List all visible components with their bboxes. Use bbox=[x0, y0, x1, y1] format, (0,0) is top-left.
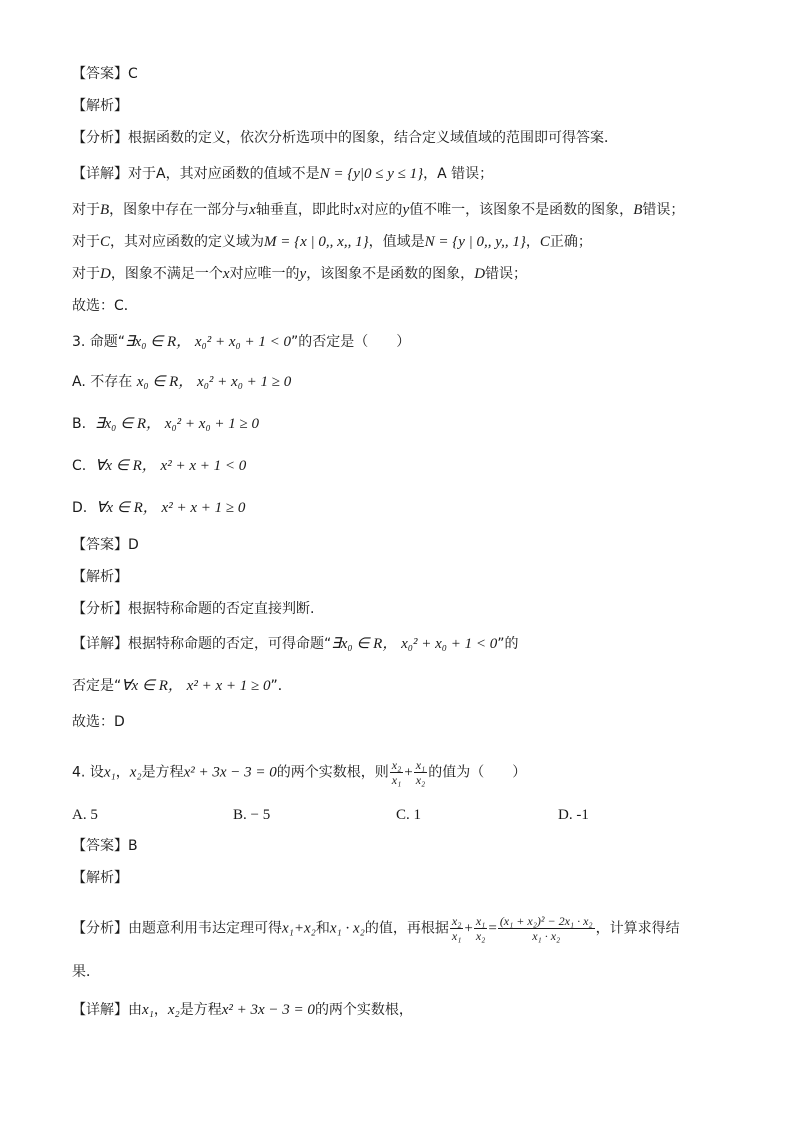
text: 对于 bbox=[72, 266, 100, 282]
formula: x² + 3x − 3 = 0 bbox=[221, 1002, 315, 1018]
text: ，图象不满足一个 bbox=[110, 266, 223, 282]
denominator: x₁ · x₂ bbox=[532, 929, 561, 943]
q3-answer: 【答案】D bbox=[72, 537, 139, 553]
formula: x₀ ∈ R， x₀² + x₀ + 1 ≥ 0 bbox=[136, 374, 292, 390]
text: 的两个实数根，则 bbox=[276, 764, 389, 781]
q2-xiangjie-a bbox=[72, 164, 493, 184]
formula: ∃x₀ ∈ R， x₀² + x₀ + 1 < 0 bbox=[125, 334, 292, 350]
option-label: D. bbox=[72, 500, 88, 516]
fraction bbox=[414, 758, 428, 787]
text: 轴垂直，即此时 bbox=[255, 202, 354, 218]
numerator: x₂ bbox=[391, 758, 402, 772]
q3-xiangjie bbox=[72, 634, 518, 654]
text: 对应唯一的 bbox=[229, 266, 300, 282]
q2-fenxi: 【分析】根据函数的定义，依次分析选项中的图象，结合定义域值域的范围即可得答案． bbox=[72, 130, 618, 146]
formula: x² + 3x − 3 = 0 bbox=[183, 764, 277, 781]
q4-option-a: A. 5 bbox=[72, 807, 98, 823]
text: 值不唯一，该图象不是函数的图象， bbox=[409, 202, 634, 218]
q4-option-d: D. -1 bbox=[558, 807, 589, 823]
q4-fenxi-end: 果． bbox=[72, 964, 100, 980]
text: 否定是“ bbox=[72, 678, 122, 694]
formula: N = {y|0 ≤ y ≤ 1} bbox=[319, 166, 424, 182]
operator: = bbox=[488, 920, 497, 937]
numerator: x₁ bbox=[475, 914, 486, 928]
fraction bbox=[474, 914, 488, 943]
text: 的两个实数根， bbox=[314, 1002, 413, 1018]
text: 【详解】对于A，其对应函数的值域不是 bbox=[72, 166, 320, 182]
var: x₂ bbox=[129, 764, 142, 781]
formula: x₁+x₂ bbox=[282, 920, 316, 937]
text: 错误； bbox=[642, 202, 685, 218]
formula: ∀x ∈ R， x² + x + 1 ≥ 0 bbox=[96, 500, 246, 516]
fraction bbox=[450, 914, 464, 943]
q2-xiangjie-b bbox=[72, 200, 684, 220]
q2-choose: 故选：C． bbox=[72, 298, 138, 314]
denominator: x₂ bbox=[415, 773, 426, 787]
option-label: B. bbox=[72, 416, 87, 432]
fraction bbox=[498, 914, 595, 943]
text: 是方程 bbox=[141, 764, 184, 781]
text: 对于 bbox=[72, 202, 100, 218]
text: ”． bbox=[270, 678, 292, 694]
formula: ∀x ∈ R， x² + x + 1 < 0 bbox=[95, 458, 247, 474]
q4-option-b: B. − 5 bbox=[233, 807, 271, 823]
q4-xiangjie bbox=[72, 1000, 413, 1020]
text: ，图象中存在一部分与 bbox=[109, 202, 250, 218]
text: ，该图象不是函数的图象， bbox=[306, 266, 475, 282]
fraction bbox=[390, 758, 404, 787]
text: ， bbox=[525, 234, 540, 250]
text: 对于 bbox=[72, 234, 100, 250]
text: 的值，再根据 bbox=[364, 920, 449, 937]
q2-analysis-heading: 【解析】 bbox=[72, 98, 128, 114]
text: 是方程 bbox=[179, 1002, 222, 1018]
option-label: C. bbox=[72, 458, 87, 474]
var: x₂ bbox=[167, 1002, 180, 1018]
text: ， bbox=[153, 1002, 168, 1018]
q3-analysis-heading: 【解析】 bbox=[72, 569, 128, 585]
text: ，A 错误； bbox=[423, 166, 494, 182]
numerator: x₂ bbox=[451, 914, 462, 928]
numerator: x₁ bbox=[415, 758, 426, 772]
var: D bbox=[100, 266, 111, 282]
text: ， bbox=[115, 764, 130, 781]
var: x bbox=[353, 202, 361, 218]
var: D bbox=[474, 266, 486, 282]
var: C bbox=[100, 234, 111, 250]
formula: ∀x ∈ R， x² + x + 1 ≥ 0 bbox=[121, 678, 271, 694]
text: ”的 bbox=[497, 636, 519, 652]
q4-fenxi bbox=[72, 914, 680, 943]
formula: ∃x₀ ∈ R， x₀² + x₀ + 1 < 0 bbox=[331, 636, 498, 652]
text: 对应的 bbox=[360, 202, 403, 218]
q4-stem bbox=[72, 758, 526, 787]
numerator: (x₁ + x₂)² − 2x₁ · x₂ bbox=[499, 914, 593, 928]
var: y bbox=[402, 202, 410, 218]
text: ，值域是 bbox=[368, 234, 425, 250]
text: 正确； bbox=[549, 234, 592, 250]
var: y bbox=[299, 266, 307, 282]
operator: + bbox=[404, 764, 413, 781]
formula: M = {x | 0,, x,, 1} bbox=[264, 234, 369, 250]
var: B bbox=[633, 202, 643, 218]
var: x₁ bbox=[103, 764, 116, 781]
q2-xiangjie-c bbox=[72, 232, 592, 252]
text: 【分析】由题意利用韦达定理可得 bbox=[72, 920, 282, 937]
q3-option-d bbox=[72, 498, 245, 518]
var: x bbox=[222, 266, 230, 282]
text: 3. 命题“ bbox=[72, 334, 126, 350]
q3-negation bbox=[72, 676, 292, 696]
option-label: A. 不存在 bbox=[72, 374, 133, 390]
text: 【详解】根据特称命题的否定，可得命题“ bbox=[72, 636, 332, 652]
text: 的值为（ ） bbox=[428, 764, 527, 781]
formula: x₁ · x₂ bbox=[329, 920, 365, 937]
text: 【详解】由 bbox=[72, 1002, 142, 1018]
denominator: x₂ bbox=[475, 929, 486, 943]
var: x bbox=[249, 202, 256, 218]
denominator: x₁ bbox=[391, 773, 402, 787]
q4-answer: 【答案】B bbox=[72, 838, 138, 854]
q4-option-c: C. 1 bbox=[396, 807, 422, 823]
q2-xiangjie-d bbox=[72, 264, 527, 284]
formula: ∃x₀ ∈ R， x₀² + x₀ + 1 ≥ 0 bbox=[94, 416, 260, 432]
denominator: x₁ bbox=[451, 929, 462, 943]
q3-option-c bbox=[72, 456, 246, 476]
q3-choose: 故选：D bbox=[72, 714, 125, 730]
q3-fenxi: 【分析】根据特称命题的否定直接判断. bbox=[72, 601, 315, 617]
q3-option-a bbox=[72, 372, 291, 392]
q3-option-b bbox=[72, 414, 259, 434]
text: 错误； bbox=[485, 266, 528, 282]
q2-answer: 【答案】C bbox=[72, 66, 138, 82]
text: 和 bbox=[315, 920, 330, 937]
var: C bbox=[539, 234, 550, 250]
var: x₁ bbox=[142, 1002, 154, 1018]
text: 4. 设 bbox=[72, 764, 104, 781]
formula: N = {y | 0,, y,, 1} bbox=[424, 234, 526, 250]
q3-stem bbox=[72, 332, 410, 352]
operator: + bbox=[464, 920, 473, 937]
text: ，计算求得结 bbox=[595, 920, 680, 937]
q4-analysis-heading: 【解析】 bbox=[72, 870, 128, 886]
text: ”的否定是（ ） bbox=[291, 334, 411, 350]
var: B bbox=[100, 202, 110, 218]
text: ，其对应函数的定义域为 bbox=[110, 234, 265, 250]
